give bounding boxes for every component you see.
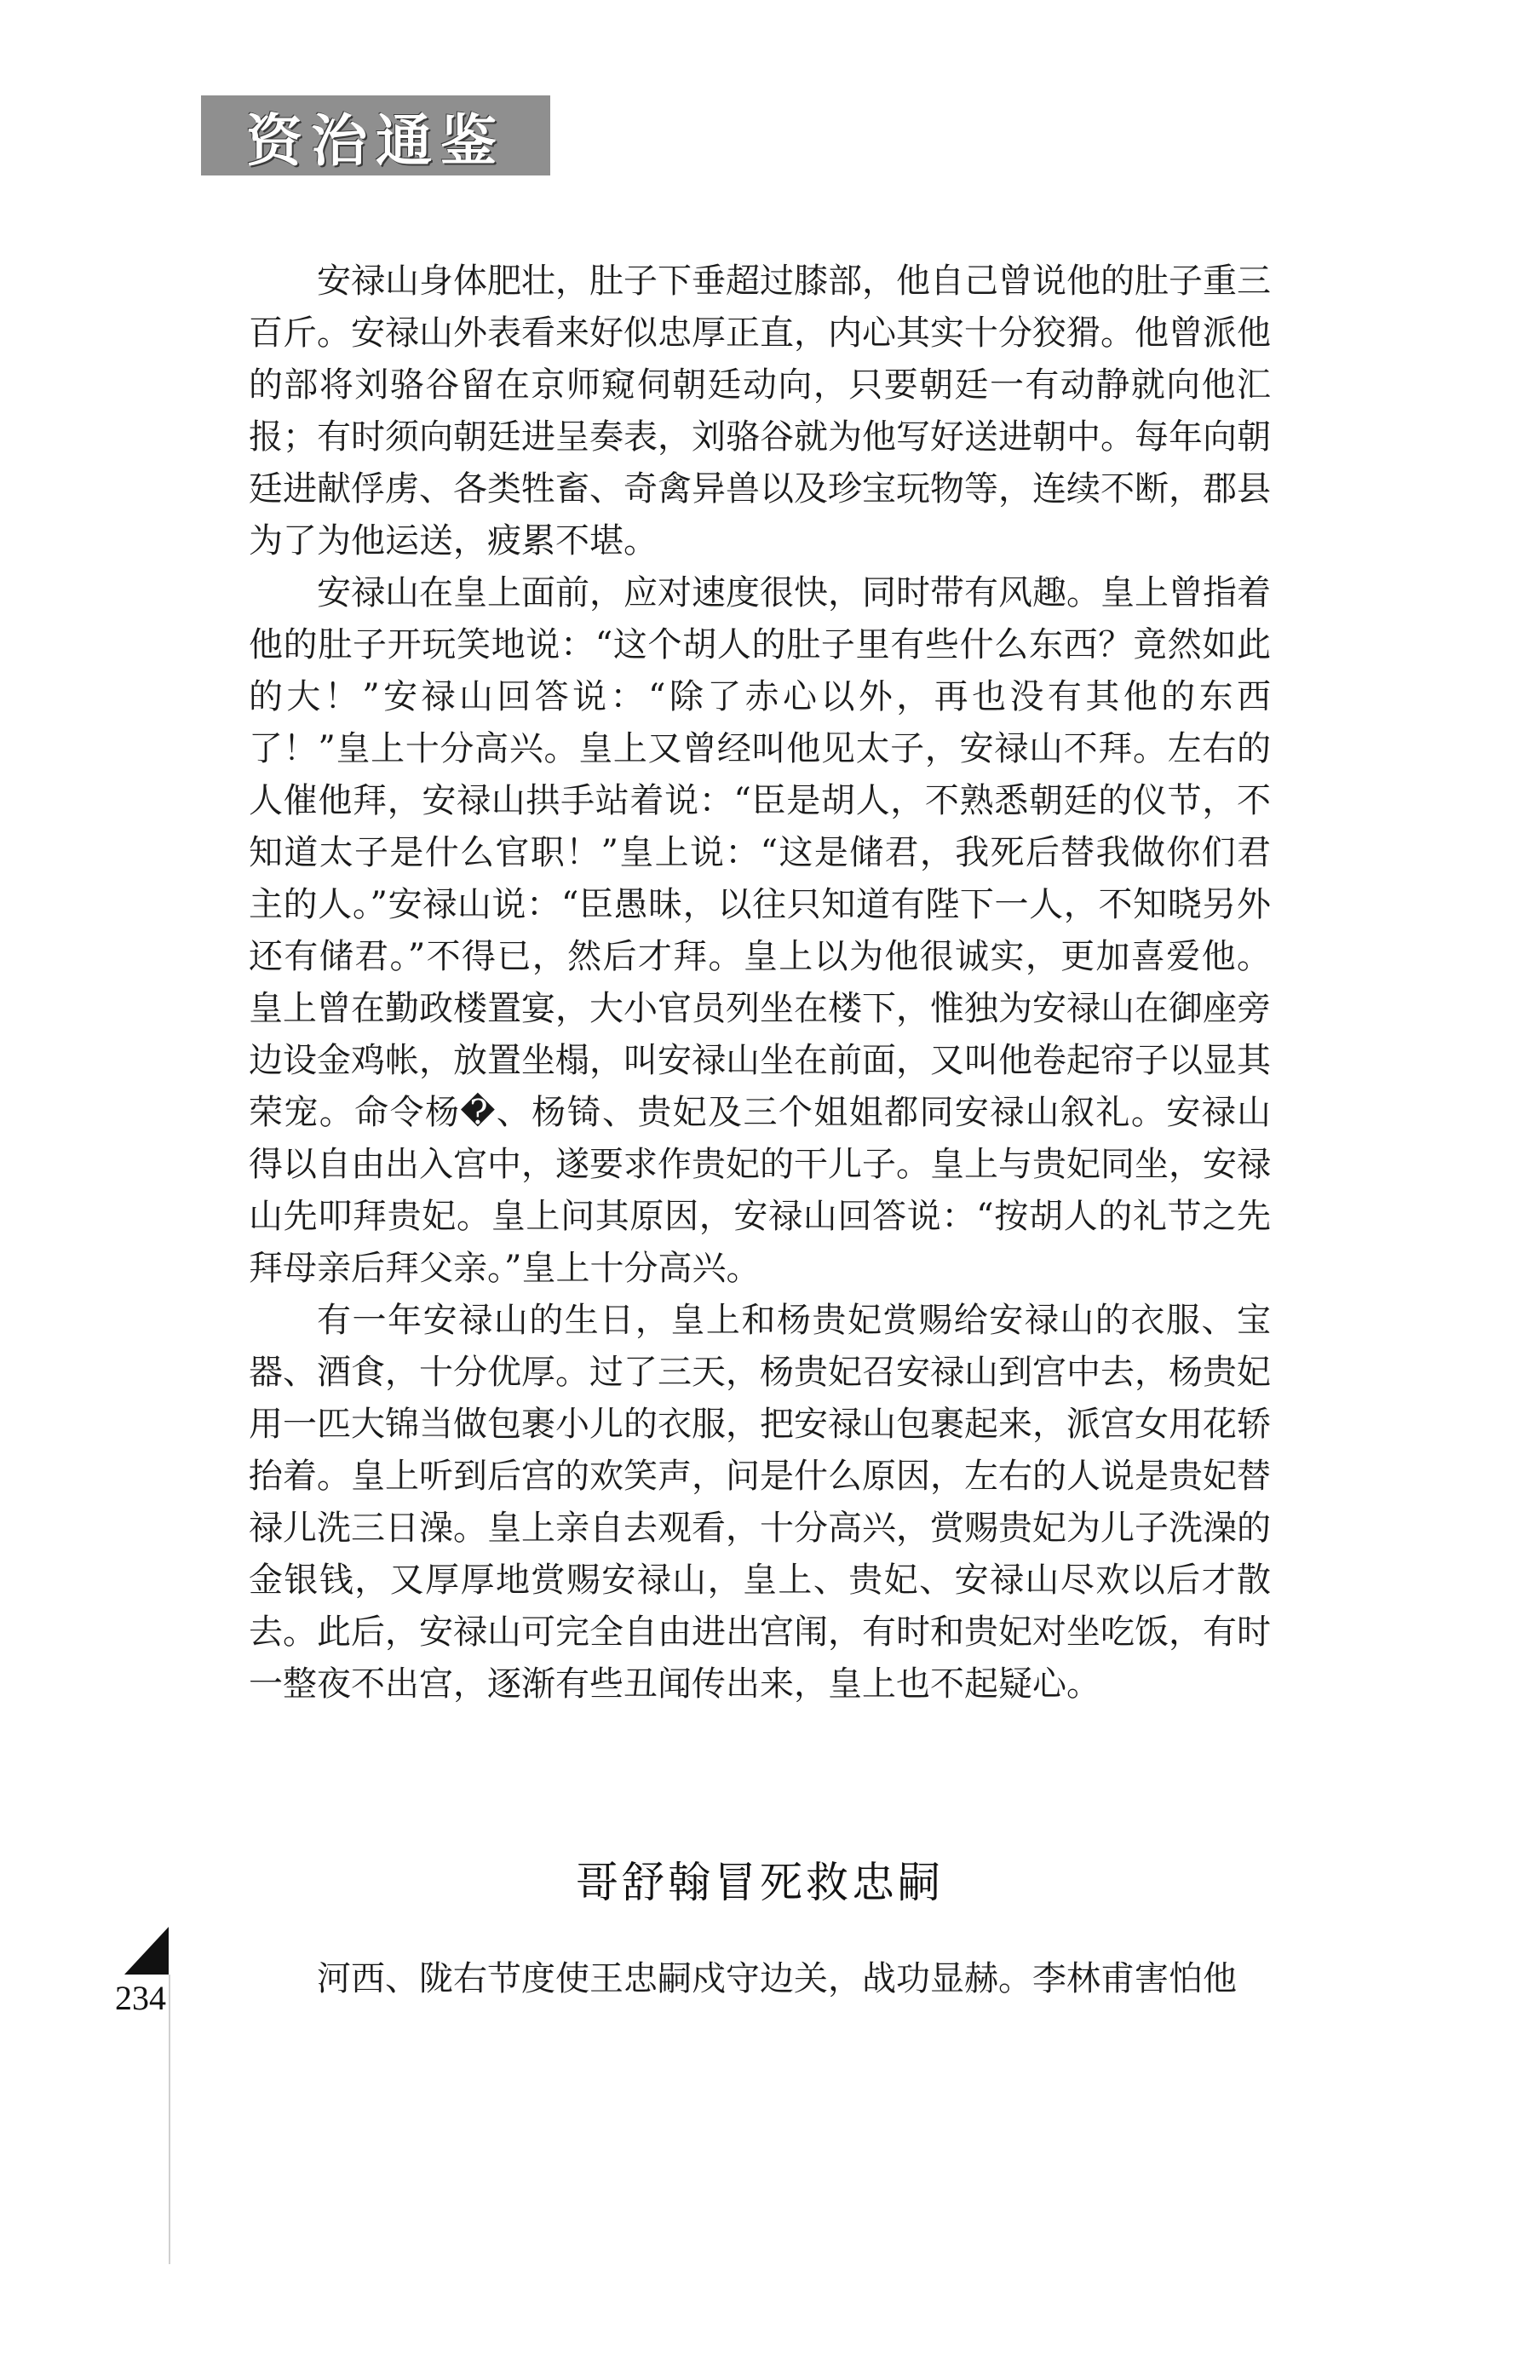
paragraph: 安禄山在皇上面前，应对速度很快，同时带有风趣。皇上曾指着他的肚子开玩笑地说：“这个胡人的肚子里有些什么东西？竟然如此的大！”安禄山回答说：“除了赤心以外，再也没有其他的东西了！”皇上十分高兴。皇上又曾经叫他见太子，安禄山不拜。左右的人催他拜，安禄山拱手站着说：“臣是胡人，不熟悉朝廷的仪节，不知道太子是什么官职！”皇上说：“这是储君，我死后替我做你们君主的人。”安禄山说：“臣愚昧，以往只知道有陛下一人，不知晓另外还有储君。”不得已，然后才拜。皇上以为他很诚实，更加喜爱他。皇上曾在勤政楼置宴，大小官员列坐在楼下，惟独为安禄山在御座旁边设金鸡帐，放置坐榻，叫安禄山坐在前面，又叫他卷起帘子以显其荣宠。命令杨�、杨锜、贵妃及三个姐姐都同安禄山叙礼。安禄山得以自由出入宫中，遂要求作贵妃的干儿子。皇上与贵妃同坐，安禄山先叩拜贵妃。皇上问其原因，安禄山回答说：“按胡人的礼节之先拜母亲后拜父亲。”皇上十分高兴。 bbox=[249, 573, 1271, 1288]
paragraph: 有一年安禄山的生日，皇上和杨贵妃赏赐给安禄山的衣服、宝器、酒食，十分优厚。过了三天，杨贵妃召安禄山到宫中去，杨贵妃用一匹大锦当做包裹小儿的衣服，把安禄山包裹起来，派宫女用花轿抬着。皇上听到后宫的欢笑声，问是什么原因，左右的人说是贵妃替禄儿洗三日澡。皇上亲自去观看，十分高兴，赏赐贵妃为儿子洗澡的金银钱，又厚厚地赏赐安禄山，皇上、贵妃、安禄山尽欢以后才散去。此后，安禄山可完全自由进出宫闱，有时和贵妃对坐吃饭，有时一整夜不出宫，逐渐有些丑闻传出来，皇上也不起疑心。 bbox=[249, 1301, 1271, 1704]
page-number: 234 bbox=[115, 1979, 166, 2017]
paragraph: 河西、陇右节度使王忠嗣戍守边关，战功显赫。李林甫害怕他 bbox=[317, 1959, 1237, 1998]
page-corner-marker bbox=[124, 1927, 169, 1975]
book-title: 资治通鉴 bbox=[246, 107, 505, 174]
paragraph: 安禄山身体肥壮，肚子下垂超过膝部，他自己曾说他的肚子重三百斤。安禄山外表看来好似忠厚正直，内心其实十分狡猾。他曾派他的部将刘骆谷留在京师窥伺朝廷动向，只要朝廷一有动静就向他汇报；有时须向朝廷进呈奏表，刘骆谷就为他写好送进朝中。每年向朝廷进献俘虏、各类牲畜、奇禽异兽以及珍宝玩物等，连续不断，郡县为了为他运送，疲累不堪。 bbox=[249, 262, 1271, 561]
body-text bbox=[249, 256, 1271, 1710]
section-heading: 哥舒翰冒死救忠嗣 bbox=[576, 1858, 944, 1907]
margin-divider bbox=[169, 1975, 170, 2264]
book-title-banner bbox=[201, 95, 550, 175]
